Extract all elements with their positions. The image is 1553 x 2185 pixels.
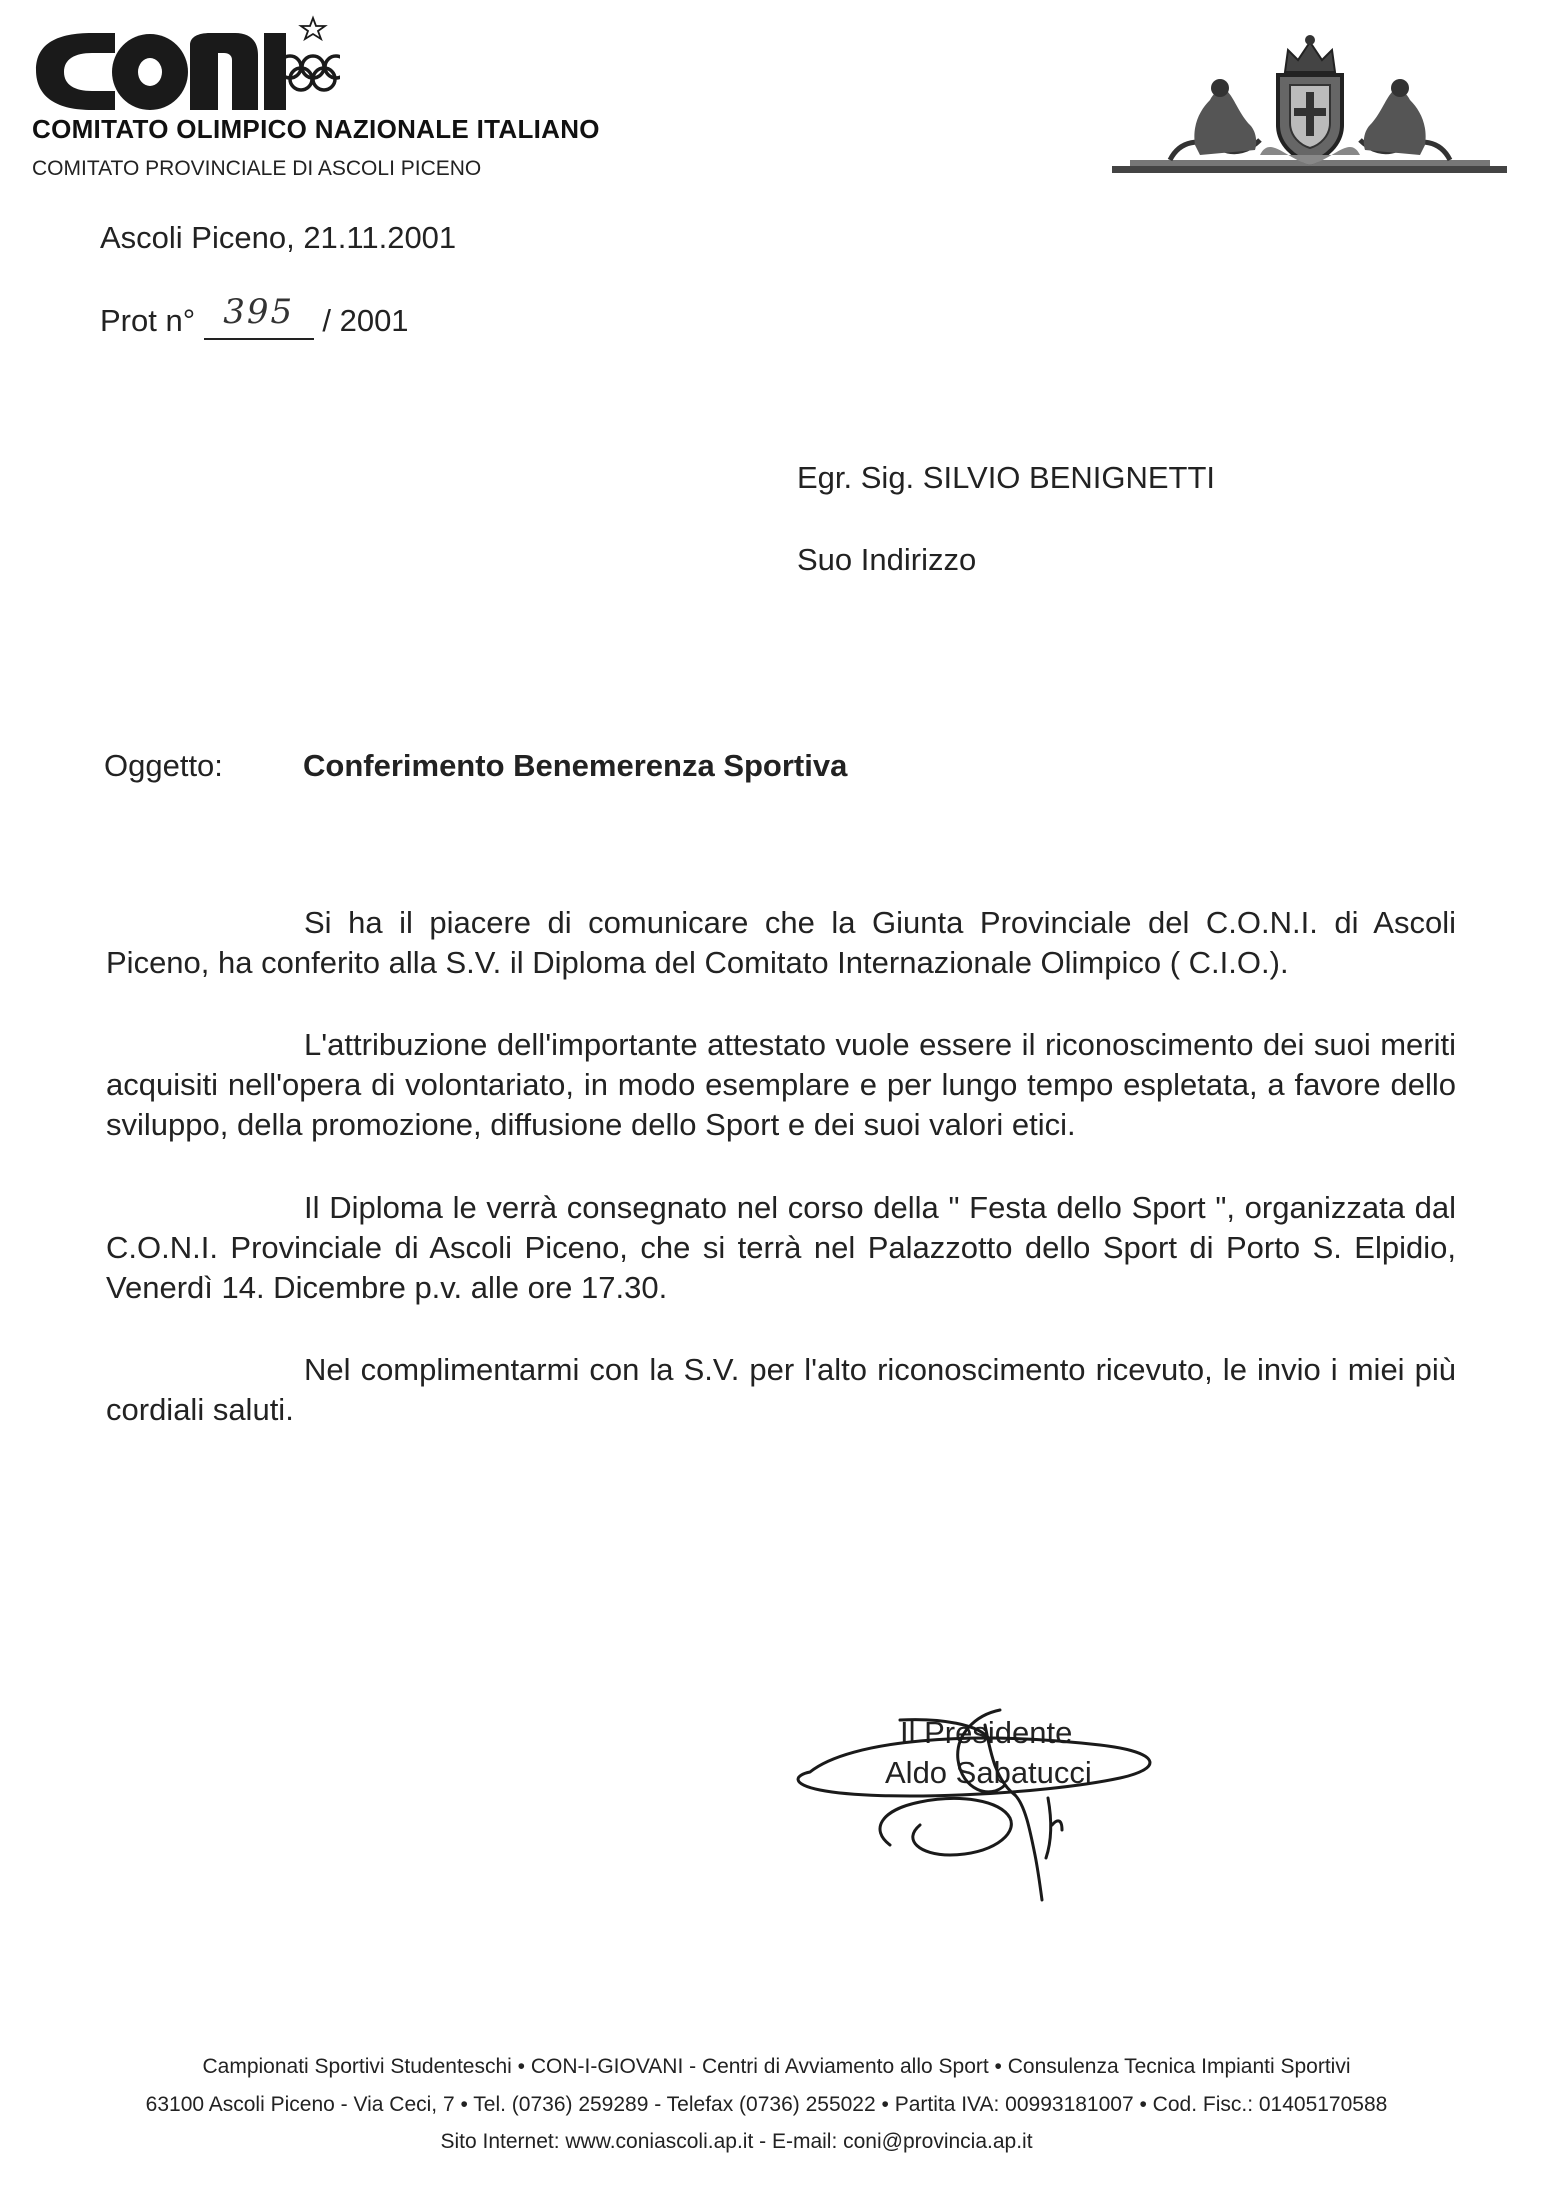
protocol-number xyxy=(204,292,314,340)
body-paragraph-4: Nel complimentarmi con la S.V. per l'alto riconoscimento ricevuto, le invio i miei più cordiali saluti. xyxy=(106,1352,1456,1427)
protocol-line xyxy=(100,292,409,342)
signature-title: Il Presidente xyxy=(900,1715,1073,1750)
signature-name: Aldo Sabatucci xyxy=(885,1755,1092,1790)
recipient-address: Suo Indirizzo xyxy=(797,542,977,577)
footer-activities: Campionati Sportivi Studenteschi • CON-I-GIOVANI - Centri di Avviamento allo Sport • Consulenza Tecnica Impianti Sportivi xyxy=(202,2055,1351,2078)
recipient-name: Egr. Sig. SILVIO BENIGNETTI xyxy=(797,460,1216,495)
subject-label: Oggetto: xyxy=(104,748,223,783)
handwritten-signature xyxy=(790,1690,1170,1910)
body-paragraph-2: L'attribuzione dell'importante attestato vuole essere il riconoscimento dei suoi meriti acquisiti nell'opera di volontariato, in modo esemplare e per lungo tempo espletata, a favore dello sviluppo, della promozione, diffusione dello Sport e dei suoi valori etici. xyxy=(106,1027,1456,1142)
body-paragraph-3: Il Diploma le verrà consegnato nel corso della " Festa dello Sport ", organizzata dal C.O.N.I. Provinciale di Ascoli Piceno, che si terrà nel Palazzotto dello Sport di Porto S. Elpidio, Venerdì 14. Dicembre p.v. alle ore 17.30. xyxy=(106,1190,1456,1305)
body-paragraph-1: Si ha il piacere di comunicare che la Giunta Provinciale del C.O.N.I. di Ascoli Piceno, ha conferito alla S.V. il Diploma del Comitato Internazionale Olimpico ( C.I.O.). xyxy=(106,905,1456,980)
protocol-number-handwritten: 395 xyxy=(223,292,295,332)
org-name: COMITATO OLIMPICO NAZIONALE ITALIANO xyxy=(32,114,600,144)
place-date: Ascoli Piceno, 21.11.2001 xyxy=(100,220,457,255)
org-subtitle: COMITATO PROVINCIALE DI ASCOLI PICENO xyxy=(32,157,482,180)
footer-address: 63100 Ascoli Piceno - Via Ceci, 7 • Tel. (0736) 259289 - Telefax (0736) 255022 • Partita IVA: 00993181007 • Cod. Fisc.: 01405170588 xyxy=(145,2093,1388,2116)
emblem-graphic xyxy=(1110,30,1510,190)
footer-contacts: Sito Internet: www.coniascoli.ap.it - E-mail: coni@provincia.ap.it xyxy=(440,2130,1033,2153)
coni-logo xyxy=(30,15,340,110)
coat-of-arms-emblem xyxy=(1110,30,1510,190)
protocol-year: / 2001 xyxy=(322,303,409,338)
signature-graphic xyxy=(790,1690,1170,1910)
coni-logo-graphic xyxy=(30,15,340,110)
subject-title: Conferimento Benemerenza Sportiva xyxy=(303,748,848,783)
protocol-label: Prot n° xyxy=(100,303,196,338)
